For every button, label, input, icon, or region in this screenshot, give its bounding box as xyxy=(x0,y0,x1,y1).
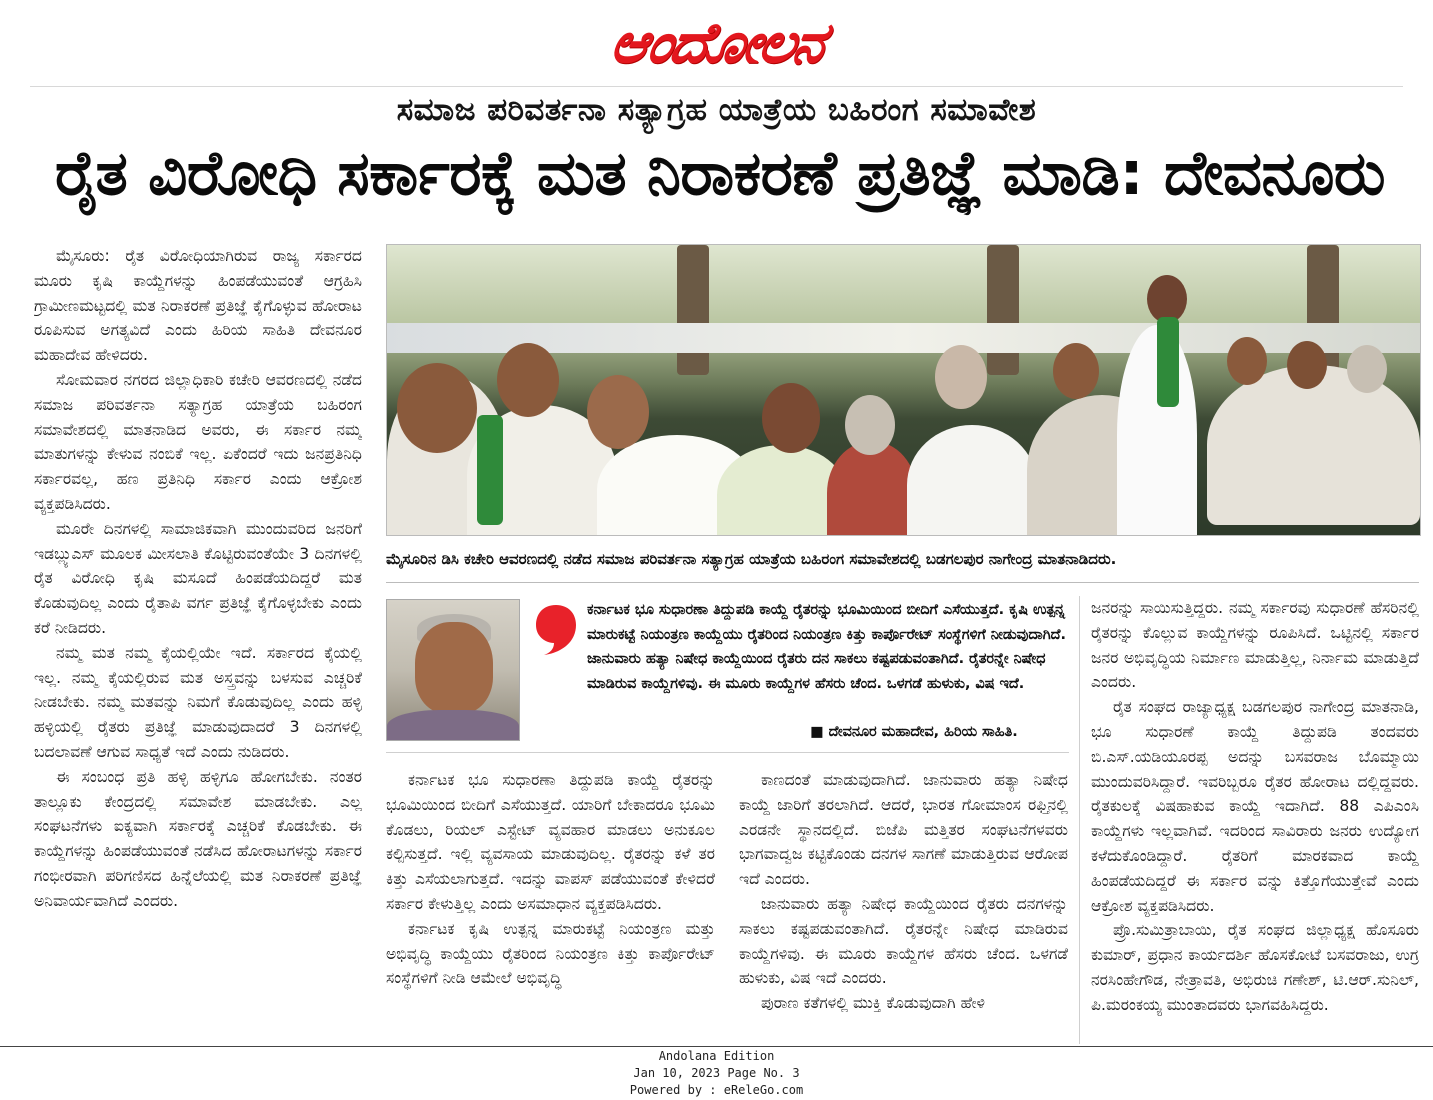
tree-trunk xyxy=(987,245,1019,375)
right-column xyxy=(1091,596,1419,1043)
paragraph: ರೈತ ಸಂಘದ ರಾಜ್ಯಾಧ್ಯಕ್ಷ ಬಡಗಲಪುರ ನಾಗೇಂದ್ರ ಮಾತನಾಡಿ, ಭೂ ಸುಧಾರಣೆ ಕಾಯ್ದೆ ತಿದ್ದುಪಡಿ ತಂದವರು ಬಿ.ಎಸ್.ಯಡಿಯೂರಪ್ಪ ಅದನ್ನು ಬಸವರಾಜ ಬೊಮ್ಮಾಯಿ ಮುಂದುವರಿಸಿದ್ದಾರೆ. ಇವರಿಬ್ಬರೂ ರೈತರ ಹೋರಾಟ ದಲ್ಲಿದ್ದವರು. ರೈತಕುಲಕ್ಕೆ ವಿಷಹಾಕುವ ಕಾಯ್ದೆ ಇದಾಗಿದೆ. 88 ಎಪಿಎಂಸಿ ಕಾಯ್ದೆಗಳು ಇಲ್ಲವಾಗಿವೆ. ಇದರಿಂದ ಸಾವಿರಾರು ಜನರು ಉದ್ಯೋಗ ಕಳೆದುಕೊಂಡಿದ್ದಾರೆ. ರೈತರಿಗೆ ಮಾರಕವಾದ ಕಾಯ್ದೆ ಹಿಂಪಡೆಯದಿದ್ದರೆ ಈ ಸರ್ಕಾರ ವನ್ನು ಕಿತ್ತೊಗೆಯುತ್ತೇವೆ ಎಂದು ಆಕ್ರೋಶ ವ್ಯಕ್ತಪಡಿಸಿದರು. xyxy=(1091,698,1419,915)
masthead-divider xyxy=(30,86,1403,87)
crowd-member-head xyxy=(935,345,987,409)
crowd-member-head xyxy=(1227,337,1267,385)
article-kicker: ಸಮಾಜ ಪರಿವರ್ತನಾ ಸತ್ಯಾಗ್ರಹ ಯಾತ್ರೆಯ ಬಹಿರಂಗ ಸಮಾವೇಶ xyxy=(396,92,1037,128)
paragraph: ಕಾಣದಂತೆ ಮಾಡುವುದಾಗಿದೆ. ಜಾನುವಾರು ಹತ್ಯಾ ನಿಷೇಧ ಕಾಯ್ದೆ ಜಾರಿಗೆ ತರಲಾಗಿದೆ. ಆದರೆ, ಭಾರತ ಗೋಮಾಂಸ ರಫ್ತಿನಲ್ಲಿ ಎರಡನೇ ಸ್ಥಾನದಲ್ಲಿದೆ. ಬಿಜೆಪಿ ಮತ್ತಿತರ ಸಂಘಟನೆಗಳವರು ಭಾಗವಾದ್ವಜ ಕಟ್ಟಿಕೊಂಡು ದನಗಳ ಸಾಗಣೆ ಮಾಡುತ್ತಿರುವ ಆರೋಪ ಇದೆ ಎಂದರು. xyxy=(739,771,1068,889)
powered-by: Powered by : eReleGo.com xyxy=(629,1083,804,1097)
paragraph: ಈ ಸಂಬಂಧ ಪ್ರತಿ ಹಳ್ಳಿ ಹಳ್ಳಿಗೂ ಹೋಗಬೇಕು. ನಂತರ ತಾಲ್ಲೂಕು ಕೇಂದ್ರದಲ್ಲಿ ಸಮಾವೇಶ ಮಾಡಬೇಕು. ಎಲ್ಲ ಸಂಘಟನೆಗಳು ಐಕ್ಯವಾಗಿ ಸರ್ಕಾರಕ್ಕೆ ಎಚ್ಚರಿಕೆ ಕೊಡಬೇಕು. ಈ ಕಾಯ್ದೆಗಳನ್ನು ಹಿಂಪಡೆಯುವಂತೆ ನಡೆಸಿದ ಹೋರಾಟಗಳನ್ನು ಸರ್ಕಾರ ಗಂಭೀರವಾಗಿ ಪರಿಗಣಿಸದ ಹಿನ್ನೆಲೆಯಲ್ಲಿ ಮತ ನಿರಾಕರಣೆ ಪ್ರತಿಜ್ಞೆ ಅನಿವಾರ್ಯವಾಗಿದೆ ಎಂದರು. xyxy=(34,767,362,910)
column-divider xyxy=(1079,596,1080,1044)
quote-attribution: ■ ದೇವನೂರ ಮಹಾದೇವ, ಹಿರಿಯ ಸಾಹಿತಿ. xyxy=(810,724,1018,740)
paragraph: ಕರ್ನಾಟಕ ಕೃಷಿ ಉತ್ಪನ್ನ ಮಾರುಕಟ್ಟೆ ನಿಯಂತ್ರಣ ಮತ್ತು ಅಭಿವೃದ್ಧಿ ಕಾಯ್ದೆಯು ರೈತರಿಂದ ನಿಯಂತ್ರಣ ಕಿತ್ತು ಕಾರ್ಪೊರೇಟ್ ಸಂಸ್ಥೆಗಳಿಗೆ ನೀಡಿ ಆಮೇಲೆ ಅಭಿವೃದ್ಧಿ xyxy=(386,919,715,988)
paragraph: ಜಾನುವಾರು ಹತ್ಯಾ ನಿಷೇಧ ಕಾಯ್ದೆಯಿಂದ ರೈತರು ದನಗಳನ್ನು ಸಾಕಲು ಕಷ್ಟಪಡುವಂತಾಗಿದೆ. ರೈತರನ್ನೇ ನಿಷೇಧ ಮಾಡಿರುವ ಕಾಯ್ದೆಗಳಿವು. ಈ ಮೂರು ಕಾಯ್ದೆಗಳ ಹೆಸರು ಚೆಂದ. ಒಳಗಡೆ ಹುಳುಕು, ವಿಷ ಇದೆ ಎಂದರು. xyxy=(739,894,1068,988)
photo-caption: ಮೈಸೂರಿನ ಡಿಸಿ ಕಚೇರಿ ಆವರಣದಲ್ಲಿ ನಡೆದ ಸಮಾಜ ಪರಿವರ್ತನಾ ಸತ್ಯಾಗ್ರಹ ಯಾತ್ರೆಯ ಬಹಿರಂಗ ಸಮಾವೇಶದಲ್ಲಿ ಬಡಗಲಪುರ ನಾಗೇಂದ್ರ ಮಾತನಾಡಿದರು. xyxy=(386,550,1117,568)
green-scarf xyxy=(1157,317,1179,407)
crowd-member-head xyxy=(762,383,820,453)
quote-divider xyxy=(386,752,1069,753)
green-scarf xyxy=(477,415,503,525)
tree-trunk xyxy=(677,245,709,375)
crowd-member-head xyxy=(1053,343,1099,399)
left-column xyxy=(34,244,362,1044)
caption-divider xyxy=(386,582,1419,583)
crowd-member-head xyxy=(1287,341,1327,389)
edition-name: Andolana Edition xyxy=(658,1049,775,1063)
portrait-face xyxy=(415,622,493,714)
paragraph: ಮೈಸೂರು: ರೈತ ವಿರೋಧಿಯಾಗಿರುವ ರಾಜ್ಯ ಸರ್ಕಾರದ ಮೂರು ಕೃಷಿ ಕಾಯ್ದೆಗಳನ್ನು ಹಿಂಪಡೆಯುವಂತೆ ಆಗ್ರಹಿಸಿ ಗ್ರಾಮೀಣಮಟ್ಟದಲ್ಲಿ ಮತ ನಿರಾಕರಣೆ ಪ್ರತಿಜ್ಞೆ ಕೈಗೊಳ್ಳುವ ಹೋರಾಟ ರೂಪಿಸುವ ಅಗತ್ಯವಿದೆ ಎಂದು ಹಿರಿಯ ಸಾಹಿತಿ ದೇವನೂರ ಮಹಾದೇವ ಹೇಳಿದರು. xyxy=(34,247,362,365)
crowd-member-head xyxy=(397,363,477,453)
crowd-member-head xyxy=(587,375,649,449)
paragraph: ಜನರನ್ನು ಸಾಯಿಸುತ್ತಿದ್ದರು. ನಮ್ಮ ಸರ್ಕಾರವು ಸುಧಾರಣೆ ಹೆಸರಿನಲ್ಲಿ ರೈತರನ್ನು ಕೊಲ್ಲುವ ಕಾಯ್ದೆಗಳನ್ನು ರೂಪಿಸಿದೆ. ಒಟ್ಟಿನಲ್ಲಿ ಸರ್ಕಾರ ಜನರ ಅಭಿವೃದ್ಧಿಯ ನಿರ್ಮಾಣ ಮಾಡುತ್ತಿಲ್ಲ, ನಿರ್ನಾಮ ಮಾಡುತ್ತಿದೆ ಎಂದರು. xyxy=(1091,599,1419,692)
crowd-member xyxy=(1207,365,1420,525)
footer-divider xyxy=(0,1046,1433,1047)
article-headline: ರೈತ ವಿರೋಧಿ ಸರ್ಕಾರಕ್ಕೆ ಮತ ನಿರಾಕರಣೆ ಪ್ರತಿಜ್ಞೆ ಮಾಡಿ: ದೇವನೂರು xyxy=(54,138,1386,209)
portrait-shirt xyxy=(387,710,519,741)
crowd-member-head xyxy=(497,343,559,417)
crowd-member xyxy=(827,441,917,536)
paragraph: ಪ್ರೊ.ಸುಮಿತ್ರಾಬಾಯಿ, ರೈತ ಸಂಘದ ಜಿಲ್ಲಾಧ್ಯಕ್ಷ ಹೊಸೂರು ಕುಮಾರ್, ಪ್ರಧಾನ ಕಾರ್ಯದರ್ಶಿ ಹೊಸಕೋಟೆ ಬಸವರಾಜು, ಉಗ್ರ ನರಸಿಂಹೇಗೌಡ, ನೇತ್ರಾವತಿ, ಅಭಿರುಚಿ ಗಣೇಶ್, ಟಿ.ಆರ್.ಸುನಿಲ್, ಪಿ.ಮರಂಕಯ್ಯ ಮುಂತಾದವರು ಭಾಗವಹಿಸಿದ್ದರು. xyxy=(1091,921,1419,1014)
page-footer xyxy=(0,1048,1433,1099)
newspaper-logo: ಆಂದೋಲನ xyxy=(605,9,829,76)
crowd-member-head xyxy=(845,395,895,455)
crowd-member-head xyxy=(1347,345,1387,393)
paragraph: ಕರ್ನಾಟಕ ಭೂ ಸುಧಾರಣಾ ತಿದ್ದುಪಡಿ ಕಾಯ್ದೆ ರೈತರನ್ನು ಭೂಮಿಯಿಂದ ಬೀದಿಗೆ ಎಸೆಯುತ್ತದೆ. ಯಾರಿಗೆ ಬೇಕಾದರೂ ಭೂಮಿ ಕೊಡಲು, ರಿಯಲ್ ಎಸ್ಟೇಟ್ ವ್ಯವಹಾರ ಮಾಡಲು ಅನುಕೂಲ ಕಲ್ಪಿಸುತ್ತದೆ. ಇಲ್ಲಿ ವ್ಯವಸಾಯ ಮಾಡುವುದಿಲ್ಲ. ರೈತರನ್ನು ಕಳೆ ತರ ಕಿತ್ತು ಎಸೆಯಲಾಗುತ್ತದೆ. ಇದನ್ನು ವಾಪಸ್ ಪಡೆಯುವಂತೆ ಕೇಳಿದರೆ ಸರ್ಕಾರ ಕೇಳುತ್ತಿಲ್ಲ ಎಂದು ಅಸಮಾಧಾನ ವ್ಯಕ್ತಪಡಿಸಿದರು. xyxy=(386,771,715,913)
author-portrait xyxy=(386,599,520,741)
middle-column-2 xyxy=(739,768,1068,1043)
paragraph: ನಮ್ಮ ಮತ ನಮ್ಮ ಕೈಯಲ್ಲಿಯೇ ಇದೆ. ಸರ್ಕಾರದ ಕೈಯಲ್ಲಿ ಇಲ್ಲ. ನಮ್ಮ ಕೈಯಲ್ಲಿರುವ ಮತ ಅಸ್ತ್ರವನ್ನು ಬಳಸುವ ಎಚ್ಚರಿಕೆ ನೀಡಬೇಕು. ನಮ್ಮ ಮತವನ್ನು ನಿಮಗೆ ಕೊಡುವುದಿಲ್ಲ ಎಂದು ಹಳ್ಳಿ ಹಳ್ಳಿಯಲ್ಲಿ ರೈತರು ಪ್ರತಿಜ್ಞೆ ಮಾಡುವುದಾದರೆ 3 ದಿನಗಳಲ್ಲಿ ಬದಲಾವಣೆ ಆಗುವ ಸಾಧ್ಯತೆ ಇದೆ ಎಂದು ನುಡಿದರು. xyxy=(34,643,362,761)
middle-column-1 xyxy=(386,768,715,1043)
edition-date: Jan 10, 2023 Page No. 3 xyxy=(633,1066,800,1080)
speaker-head xyxy=(1147,275,1187,323)
main-news-photo xyxy=(386,244,1421,536)
photo-background xyxy=(387,245,1420,325)
masthead xyxy=(0,0,1433,86)
paragraph: ಪುರಾಣ ಕತೆಗಳಲ್ಲಿ ಮುಕ್ತಿ ಕೊಡುವುದಾಗಿ ಹೇಳಿ xyxy=(761,994,986,1013)
pull-quote: ಕರ್ನಾಟಕ ಭೂ ಸುಧಾರಣಾ ತಿದ್ದುಪಡಿ ಕಾಯ್ದೆ ರೈತರನ್ನು ಭೂಮಿಯಿಂದ ಬೀದಿಗೆ ಎಸೆಯುತ್ತದೆ. ಕೃಷಿ ಉತ್ಪನ್ನ ಮಾರುಕಟ್ಟೆ ನಿಯಂತ್ರಣ ಕಾಯ್ದೆಯು ರೈತರಿಂದ ನಿಯಂತ್ರಣ ಕಿತ್ತು ಕಾರ್ಪೊರೇಟ್ ಸಂಸ್ಥೆಗಳಿಗೆ ನೀಡುವುದಾಗಿದೆ. ಜಾನುವಾರು ಹತ್ಯಾ ನಿಷೇಧ ಕಾಯ್ದೆಯಿಂದ ರೈತರು ದನ ಸಾಕಲು ಕಷ್ಟಪಡುವಂತಾಗಿದೆ. ರೈತರನ್ನೇ ನಿಷೇಧ ಮಾಡಿರುವ ಕಾಯ್ದೆಗಳಿವು. ಈ ಮೂರು ಕಾಯ್ದೆಗಳ ಹೆಸರು ಚೆಂದ. ಒಳಗಡೆ ಹುಳುಕು, ವಿಷ ಇದೆ. xyxy=(587,602,1066,692)
crowd-member xyxy=(907,425,1037,536)
paragraph: ಸೋಮವಾರ ನಗರದ ಜಿಲ್ಲಾಧಿಕಾರಿ ಕಚೇರಿ ಆವರಣದಲ್ಲಿ ನಡೆದ ಸಮಾಜ ಪರಿವರ್ತನಾ ಸತ್ಯಾಗ್ರಹ ಯಾತ್ರೆಯ ಬಹಿರಂಗ ಸಮಾವೇಶದಲ್ಲಿ ಮಾತನಾಡಿದ ಅವರು, ಈ ಸರ್ಕಾರ ನಮ್ಮ ಮಾತುಗಳನ್ನು ಕೇಳುವ ನಂಬಿಕೆ ಇಲ್ಲ. ಏಕೆಂದರೆ ಇದು ಜನಪ್ರತಿನಿಧಿ ಸರ್ಕಾರವಲ್ಲ, ಹಣ ಪ್ರತಿನಿಧಿ ಸರ್ಕಾರ ಎಂದು ಆಕ್ರೋಶ ವ್ಯಕ್ತಪಡಿಸಿದರು. xyxy=(34,370,362,513)
paragraph: ಮೂರೇ ದಿನಗಳಲ್ಲಿ ಸಾಮಾಜಿಕವಾಗಿ ಮುಂದುವರಿದ ಜನರಿಗೆ ಇಡಬ್ಲ್ಯುಎಸ್ ಮೂಲಕ ಮೀಸಲಾತಿ ಕೊಟ್ಟಿರುವಂತೆಯೇ 3 ದಿನಗಳಲ್ಲಿ ರೈತ ವಿರೋಧಿ ಕೃಷಿ ಮಸೂದೆ ಹಿಂಪಡೆಯದಿದ್ದರೆ ಮತ ಕೊಡುವುದಿಲ್ಲ ಎಂದು ರೈತಾಪಿ ವರ್ಗ ಪ್ರತಿಜ್ಞೆ ಕೈಗೊಳ್ಳಬೇಕು ಎಂದು ಕರೆ ನೀಡಿದರು. xyxy=(34,519,362,637)
quote-icon xyxy=(534,603,578,655)
